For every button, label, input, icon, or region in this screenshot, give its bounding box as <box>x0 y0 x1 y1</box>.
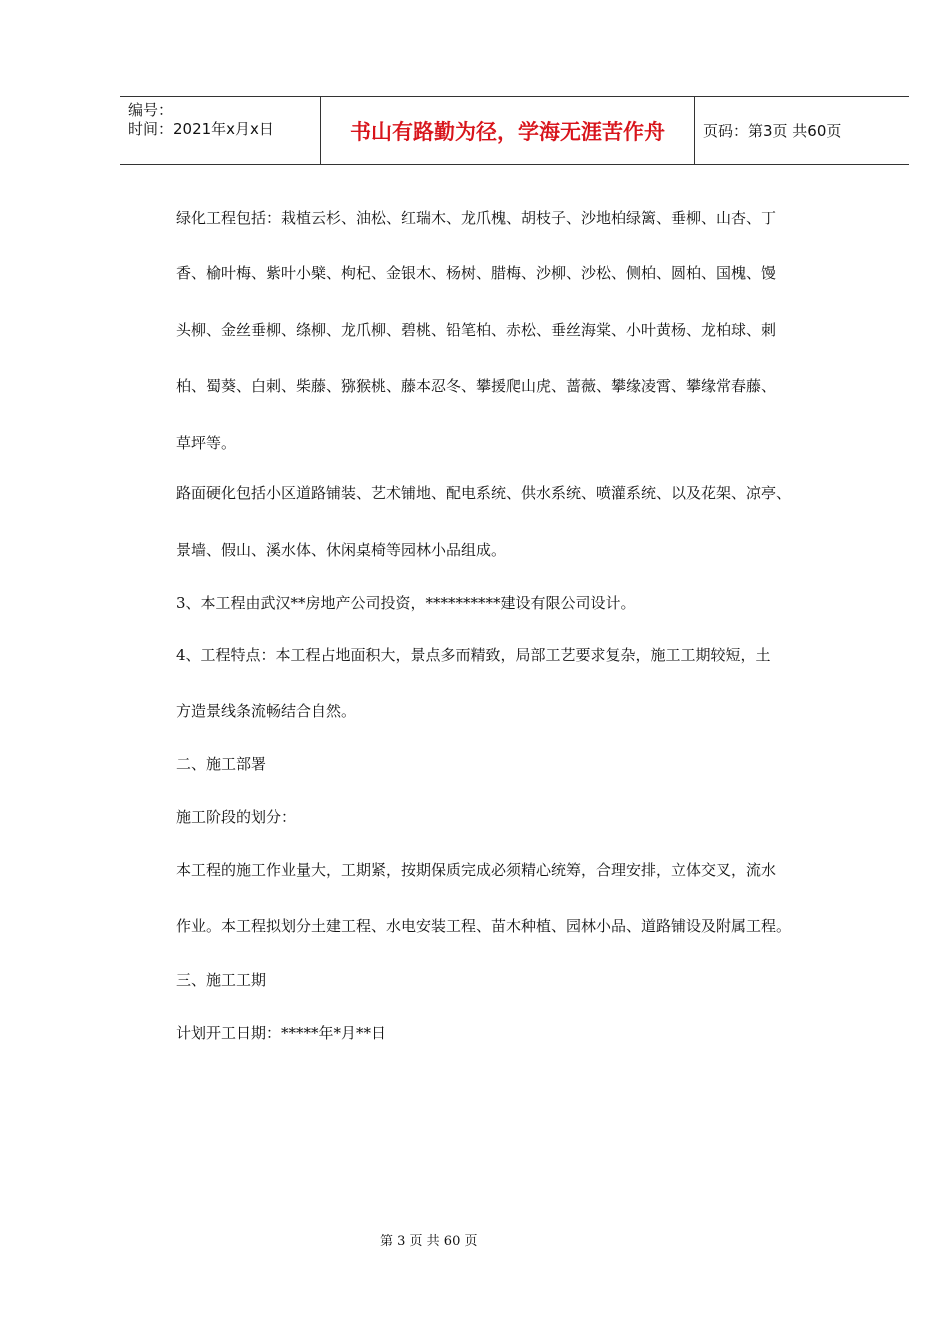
document-header <box>120 96 909 165</box>
time-label: 时间：2021年x月x日 <box>128 120 274 138</box>
footer-page-number: 第 3 页 共 60 页 <box>380 1234 478 1249</box>
header-page-cell <box>695 97 909 164</box>
motto-text: 书山有路勤为径，学海无涯苦作舟 <box>350 119 665 144</box>
number-label: 编号： <box>128 101 174 119</box>
header-motto-cell <box>321 97 695 164</box>
header-meta-cell <box>120 97 321 164</box>
page-info: 页码：第3页 共60页 <box>703 122 842 140</box>
page-footer <box>0 1230 950 1249</box>
